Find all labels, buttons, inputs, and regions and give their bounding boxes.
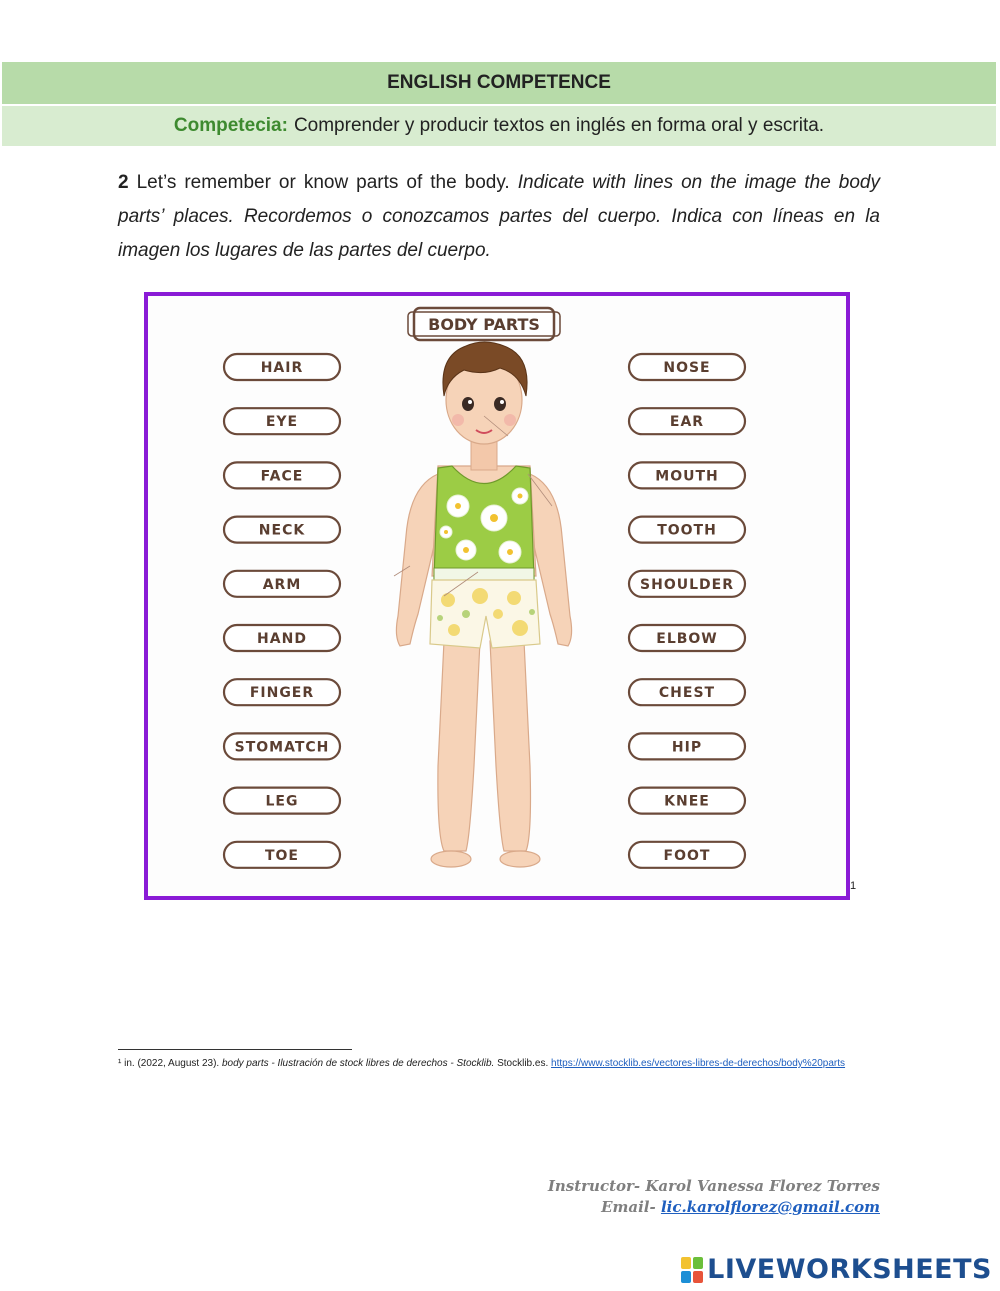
liveworksheets-logo-icon — [681, 1257, 703, 1283]
left-label-stomatch — [224, 733, 340, 759]
right-label-mouth — [629, 462, 745, 488]
footnote — [118, 1058, 918, 1069]
footnote-title: body parts - Ilustración de stock libres de derechos - Stocklib. — [221, 1058, 495, 1069]
label-text: MOUTH — [655, 468, 719, 485]
right-label-column — [629, 354, 745, 868]
left-label-hand — [224, 625, 340, 651]
image-title: BODY PARTS — [428, 315, 540, 334]
label-text: ELBOW — [656, 631, 718, 647]
label-text: NOSE — [663, 360, 711, 376]
label-text: STOMATCH — [234, 739, 330, 756]
left-label-leg — [224, 788, 340, 814]
left-label-finger — [224, 679, 340, 705]
label-text: EYE — [265, 414, 299, 431]
label-text: HIP — [671, 739, 703, 756]
right-label-elbow — [629, 625, 745, 651]
instruction-italic: Indicate with lines on the image the body parts’ places. Recordemos o conozcamos partes del cuerpo. Indica con líneas en la imagen los lugares de las partes del cuerpo. — [118, 172, 880, 261]
email-label: Email- — [601, 1198, 661, 1216]
footnote-divider — [118, 1049, 352, 1050]
footnote-prefix: ¹ in. (2022, August 23). — [118, 1058, 222, 1069]
left-label-face — [224, 462, 340, 488]
right-label-ear — [629, 408, 745, 434]
footnote-url-link[interactable]: https://www.stocklib.es/vectores-libres-de-derechos/body%20parts — [551, 1058, 846, 1069]
child-figure — [394, 342, 572, 867]
exercise-number: 2 — [118, 172, 129, 193]
label-text: FINGER — [249, 685, 315, 702]
left-label-hair — [224, 354, 340, 380]
brand-name: LIVEWORKSHEETS — [707, 1254, 992, 1285]
label-text: SHOULDER — [640, 576, 734, 593]
label-text: CHEST — [658, 685, 716, 702]
body-parts-illustration — [148, 296, 846, 896]
instructor-email-link[interactable]: lic.karolflorez@gmail.com — [660, 1198, 880, 1216]
label-text: TOE — [264, 847, 300, 864]
liveworksheets-brand — [681, 1254, 992, 1285]
label-text: KNEE — [664, 793, 710, 810]
left-label-toe — [224, 842, 340, 868]
label-text: NECK — [258, 522, 306, 539]
competence-text: Comprender y producir textos en inglés en forma oral y escrita. — [293, 115, 825, 136]
left-label-column — [224, 354, 340, 868]
label-text: FOOT — [663, 847, 711, 864]
right-label-nose — [629, 354, 745, 380]
instructor-email-line — [548, 1197, 880, 1218]
right-label-shoulder — [629, 571, 745, 597]
right-label-knee — [629, 788, 745, 814]
competence-bar — [2, 106, 996, 146]
label-text: TOOTH — [657, 522, 717, 539]
footnote-site: Stocklib.es. — [494, 1058, 552, 1069]
instructor-name: Instructor- Karol Vanessa Florez Torres — [547, 1177, 880, 1195]
footnote-reference: 1 — [850, 880, 857, 892]
right-label-chest — [629, 679, 745, 705]
competence-label: Competecia: — [173, 115, 288, 136]
label-text: EAR — [669, 414, 705, 431]
image-title-plaque — [408, 308, 560, 340]
label-text: HAND — [257, 631, 307, 647]
left-label-eye — [224, 408, 340, 434]
left-label-neck — [224, 517, 340, 543]
label-text: FACE — [260, 468, 304, 485]
label-text: ARM — [262, 576, 302, 593]
right-label-foot — [629, 842, 745, 868]
instruction-plain: Let’s remember or know parts of the body. — [128, 172, 518, 193]
section-title — [2, 62, 996, 104]
left-label-arm — [224, 571, 340, 597]
label-text: LEG — [265, 793, 299, 810]
right-label-tooth — [629, 517, 745, 543]
body-parts-worksheet-image — [144, 292, 850, 900]
section-title-text: ENGLISH COMPETENCE — [387, 72, 611, 93]
instructor-signature — [548, 1176, 880, 1218]
exercise-instruction — [118, 166, 880, 268]
right-label-hip — [629, 733, 745, 759]
label-text: HAIR — [260, 360, 304, 376]
